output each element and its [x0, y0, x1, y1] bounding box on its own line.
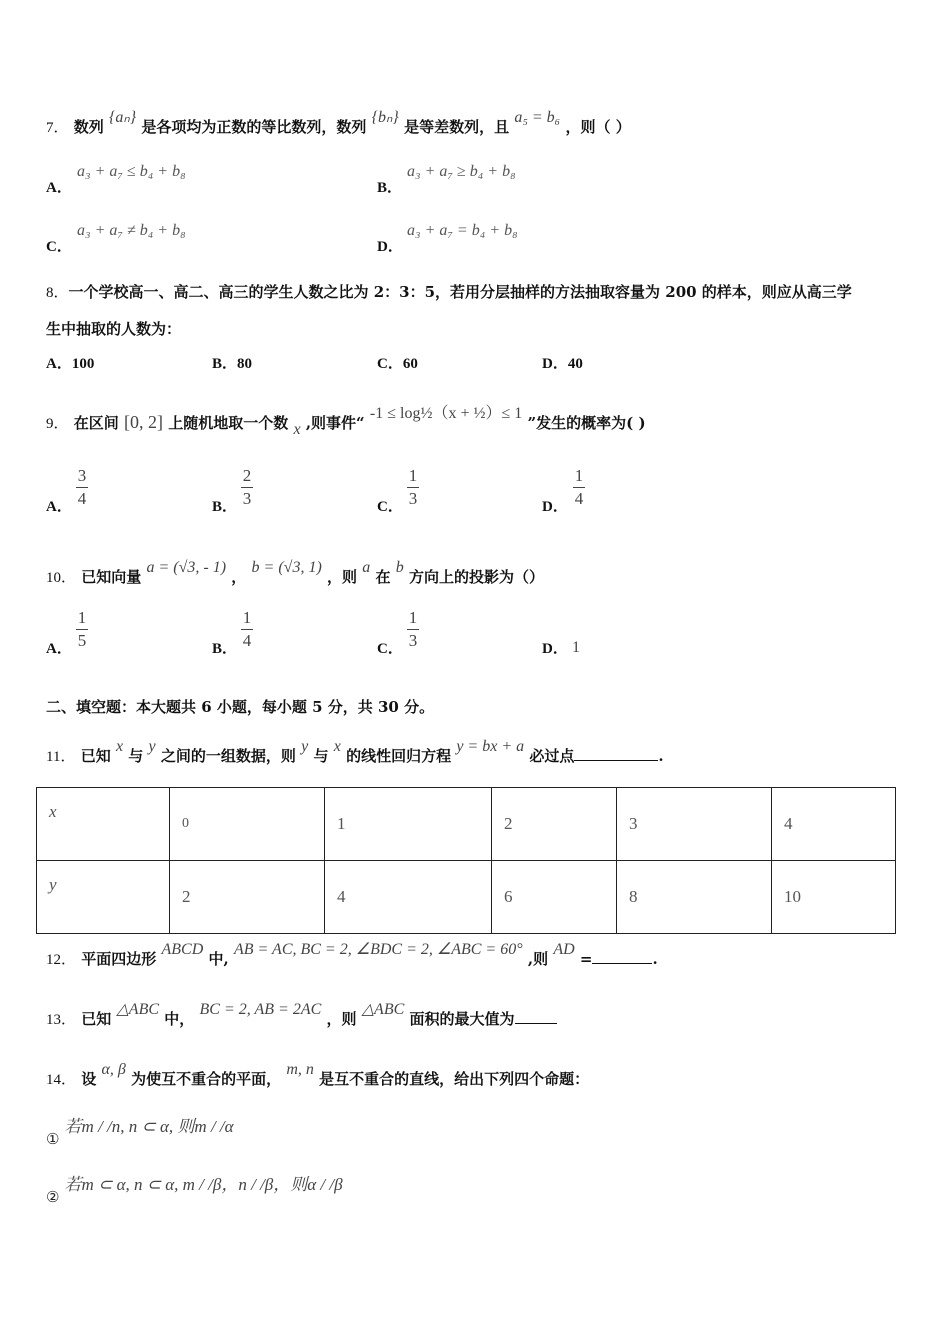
question-text: 面积的最大值为	[409, 1010, 515, 1028]
math-vector-b: b = (√3, 1)	[251, 559, 322, 576]
question-text: 是等差数列，且	[404, 118, 510, 136]
math-y: y	[301, 738, 309, 755]
math-y: y	[148, 738, 156, 755]
question-12: 12． 平面四边形 ABCD 中, AB = AC, BC = 2, ∠BDC = 2, ∠ABC = 60° ,则 AD = .	[46, 941, 658, 968]
option-label-a: A．	[46, 499, 72, 515]
option-expr-d: a₃ + a₇ = b₄ + b₈	[407, 222, 518, 239]
table-cell: 10	[772, 861, 896, 934]
question-11: 11． 已知 x 与 y 之间的一组数据，则 y 与 x 的线性回归方程 y = bx + a 必过点 .	[46, 738, 664, 765]
question-text: ,则事件“	[305, 414, 365, 432]
option-label-d: D．	[542, 641, 568, 657]
option-label-a: A．	[46, 180, 72, 196]
option-a: A．100	[46, 356, 95, 372]
table-cell: 2	[492, 788, 617, 861]
table-row	[37, 788, 896, 861]
math-a: a	[362, 559, 371, 576]
math-condition: a₅ = b₆	[514, 109, 561, 126]
option-expr-a: a₃ + a₇ ≤ b₄ + b₈	[77, 163, 186, 180]
data-table	[36, 787, 896, 934]
math-regression-equation: y = bx + a	[456, 738, 525, 755]
math-b: b	[395, 559, 404, 576]
proposition-2	[46, 1170, 343, 1206]
math-triangle: △ABC	[116, 1001, 160, 1018]
table-cell: 8	[617, 861, 772, 934]
question-13	[46, 1001, 557, 1029]
math-variable-x: x	[293, 421, 301, 438]
option-fraction-c: 1 3	[408, 466, 418, 508]
math-triangle: △ABC	[361, 1001, 405, 1018]
question-text: 的线性回归方程	[346, 747, 452, 765]
option-label-c: C．	[377, 499, 403, 515]
option-label-b: B．	[212, 641, 238, 657]
question-text: 一个学校高一、高二、高三的学生人数之比为 2：3：5，若用分层抽样的方法抽取容量为 200 的样本，则应从高三学	[68, 283, 852, 301]
option-expr-c: a₃ + a₇ ≠ b₄ + b₈	[77, 222, 186, 239]
option-fraction-c: 1 3	[408, 608, 418, 650]
math-condition: BC = 2, AB = 2AC	[199, 1001, 322, 1018]
question-text: ”发生的概率为( )	[527, 414, 646, 432]
question-number: 8．	[46, 285, 69, 301]
math-sequence-a: {aₙ}	[109, 109, 137, 126]
table-row	[37, 861, 896, 934]
option-expr-b: a₃ + a₇ ≥ b₄ + b₈	[407, 163, 516, 180]
option-label-a: A．	[46, 641, 72, 657]
question-text: 与	[313, 747, 329, 765]
question-9	[46, 405, 646, 438]
question-number: 12．	[46, 952, 77, 968]
table-cell: 1	[325, 788, 492, 861]
proposition-text: 若m / /n, n ⊂ α, 则m / /α	[64, 1117, 234, 1136]
question-text: ,则	[527, 950, 549, 968]
answer-blank[interactable]	[592, 949, 652, 964]
math-vector-a: a = (√3, - 1)	[146, 559, 227, 576]
option-fraction-a: 1 5	[77, 608, 87, 650]
question-text: 为使互不重合的平面，	[131, 1070, 282, 1088]
table-cell: y	[37, 861, 170, 934]
option-fraction-b: 1 4	[242, 608, 252, 650]
option-d: D．40	[542, 356, 583, 372]
question-number: 13．	[46, 1012, 77, 1028]
option-fraction-a: 3 4	[77, 466, 87, 508]
option-label-d: D．	[542, 499, 568, 515]
question-text: 平面四边形	[81, 950, 157, 968]
question-text: 上随机地取一个数	[168, 414, 289, 432]
question-8	[46, 281, 852, 302]
question-number: 10．	[46, 570, 77, 586]
math-sequence-b: {bₙ}	[371, 109, 399, 126]
question-text: 方向上的投影为（）	[408, 568, 544, 586]
item-marker: ②	[46, 1188, 60, 1206]
option-fraction-b: 2 3	[242, 466, 252, 508]
option-fraction-d: 1 4	[574, 466, 584, 508]
question-number: 9．	[46, 416, 69, 432]
option-label-d: D．	[377, 239, 403, 255]
table-cell: 2	[170, 861, 325, 934]
question-number: 11．	[46, 749, 76, 765]
question-text: =	[579, 950, 593, 968]
question-text: 已知向量	[81, 568, 142, 586]
question-text: 中,	[208, 950, 229, 968]
math-condition: AB = AC, BC = 2, ∠BDC = 2, ∠ABC = 60°	[233, 941, 523, 958]
question-14	[46, 1061, 590, 1089]
question-text: 与	[128, 747, 144, 765]
question-text: 在	[375, 568, 391, 586]
math-planes: α, β	[101, 1061, 126, 1078]
question-text: 已知	[80, 747, 111, 765]
option-value-d: 1	[572, 639, 580, 656]
question-text: 设	[81, 1070, 97, 1088]
math-interval: [0, 2]	[124, 412, 163, 432]
question-number: 7．	[46, 120, 69, 136]
question-number: 14．	[46, 1072, 77, 1088]
question-text: ，则	[327, 568, 358, 586]
option-c: C．60	[377, 356, 418, 372]
option-b: B．80	[212, 356, 253, 372]
table-cell: x	[37, 788, 170, 861]
math-quadrilateral: ABCD	[161, 941, 204, 958]
math-lines: m, n	[286, 1061, 314, 1078]
math-event: -1 ≤ log½（x + ½）≤ 1	[369, 405, 523, 422]
question-8-line2: 生中抽取的人数为：	[46, 320, 182, 338]
question-text: 是各项均为正数的等比数列，数列	[141, 118, 367, 136]
question-7	[46, 109, 631, 137]
proposition-1	[46, 1112, 234, 1148]
proposition-text: 若m ⊂ α, n ⊂ α, m / /β，n / /β，则α / /β	[64, 1175, 343, 1194]
question-text: 中，	[164, 1010, 195, 1028]
answer-blank[interactable]	[574, 746, 658, 761]
table-cell: 0	[170, 788, 325, 861]
option-label-b: B．	[377, 180, 403, 196]
table-cell: 6	[492, 861, 617, 934]
answer-blank[interactable]	[515, 1009, 557, 1024]
question-text: 必过点	[529, 747, 575, 765]
table-cell: 4	[325, 861, 492, 934]
question-text: ，	[231, 568, 247, 586]
question-text: 是互不重合的直线，给出下列四个命题：	[319, 1070, 590, 1088]
option-label-c: C．	[377, 641, 403, 657]
question-text: 数列	[73, 118, 104, 136]
question-text: 之间的一组数据，则	[160, 747, 296, 765]
question-10	[46, 559, 544, 587]
question-text: 在区间	[73, 414, 119, 432]
table-cell: 3	[617, 788, 772, 861]
question-text: ，则（ ）	[565, 118, 631, 136]
table-cell: 4	[772, 788, 896, 861]
math-ad: AD	[553, 941, 575, 958]
item-marker: ①	[46, 1130, 60, 1148]
question-text: ，则	[326, 1010, 357, 1028]
option-label-b: B．	[212, 499, 238, 515]
option-label-c: C．	[46, 239, 72, 255]
math-x: x	[333, 738, 341, 755]
math-x: x	[115, 738, 124, 755]
section-heading: 二、填空题：本大题共 6 小题，每小题 5 分，共 30 分。	[46, 698, 435, 716]
question-text: 已知	[81, 1010, 112, 1028]
